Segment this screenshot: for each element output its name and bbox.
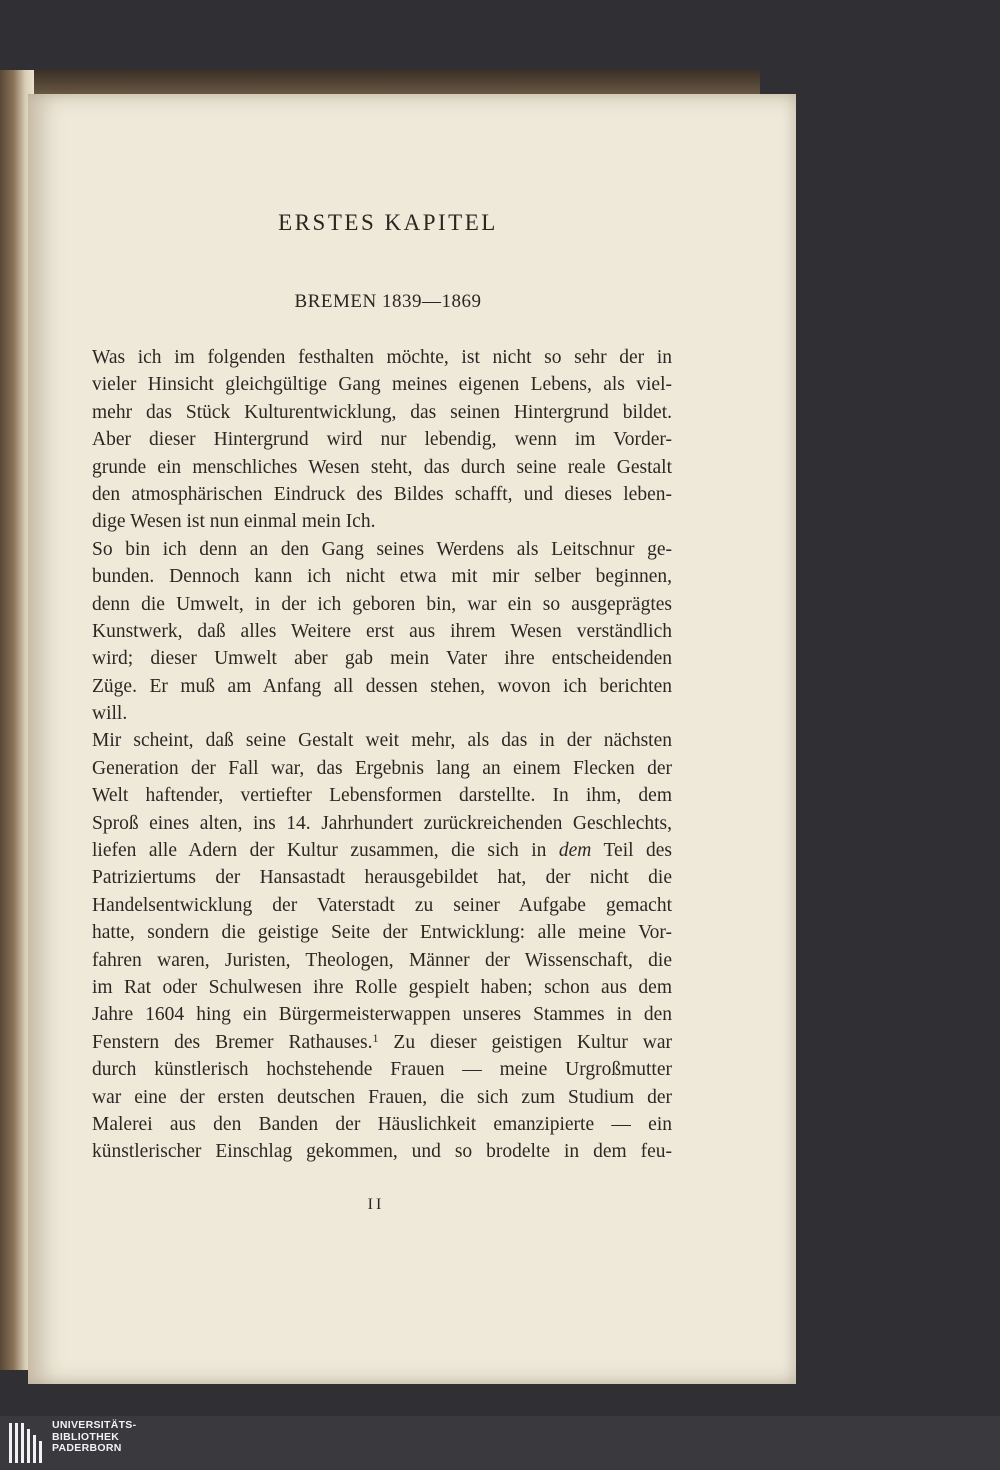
logo-line: BIBLIOTHEK: [52, 1430, 120, 1443]
section-heading: BREMEN 1839—1869: [294, 291, 482, 312]
footnote-marker: 1: [372, 1030, 379, 1045]
logo-line: UNIVERSITÄTS-: [52, 1419, 137, 1431]
text-line: Mir scheint, daß seine Gestalt weit mehr, als das in der nächsten: [92, 730, 672, 752]
page-number: II: [367, 1196, 385, 1213]
text-line: denn die Umwelt, in der ich geboren bin, war ein so ausgeprägtes: [92, 593, 672, 615]
footer-bar: [0, 1416, 1000, 1470]
chapter-heading: ERSTES KAPITEL: [278, 210, 498, 235]
text-line: dige Wesen ist nun einmal mein Ich.: [92, 511, 376, 533]
text-line: bunden. Dennoch kann ich nicht etwa mit mir selber beginnen,: [92, 566, 672, 588]
text-line: will.: [92, 703, 128, 725]
body-text: [92, 344, 672, 1166]
text-line: den atmosphärischen Eindruck des Bildes schafft, und dieses leben-: [92, 483, 672, 505]
text-line: mehr das Stück Kulturentwicklung, das seinen Hintergrund bildet.: [92, 401, 672, 423]
text-line: Kunstwerk, daß alles Weitere erst aus ihrem Wesen verständlich: [92, 620, 672, 642]
text-line: Malerei aus den Banden der Häuslichkeit emanzipierte — ein: [92, 1113, 672, 1135]
text-segment: liefen alle Adern der Kultur zusammen, die sich in: [92, 840, 559, 862]
library-logo-icon: [8, 1421, 48, 1465]
book-top-edge: [0, 70, 760, 96]
text-line: hatte, sondern die geistige Seite der Entwicklung: alle meine Vor-: [92, 922, 672, 944]
text-segment: Zu dieser geistigen Kultur war: [378, 1031, 673, 1053]
text-line: vieler Hinsicht gleichgültige Gang meines eigenen Lebens, als viel-: [92, 374, 672, 396]
text-line: durch künstlerisch hochstehende Frauen — meine Urgroßmutter: [92, 1059, 672, 1081]
logo-line: PADERBORN: [52, 1442, 122, 1454]
text-line: Handelsentwicklung der Vaterstadt zu seiner Aufgabe gemacht: [92, 894, 672, 916]
text-line: Generation der Fall war, das Ergebnis lang an einem Flecken der: [92, 757, 672, 779]
text-line: [92, 837, 672, 864]
text-segment: Teil des: [591, 840, 672, 862]
text-line: grunde ein menschliches Wesen steht, das durch seine reale Gestalt: [92, 456, 672, 478]
text-line: Was ich im folgenden festhalten möchte, ist nicht so sehr der in: [92, 347, 672, 368]
text-line: im Rat oder Schulwesen ihre Rolle gespielt haben; schon aus dem: [92, 976, 672, 998]
text-segment: Fenstern des Bremer Rathauses.: [92, 1031, 373, 1053]
text-line: Züge. Er muß am Anfang all dessen stehen, wovon ich berichten: [92, 675, 672, 697]
text-line: wird; dieser Umwelt aber gab mein Vater ihre entscheidenden: [92, 648, 672, 670]
text-line: Welt haftender, vertiefter Lebensformen darstellte. In ihm, dem: [92, 785, 672, 807]
text-line: Sproß eines alten, ins 14. Jahrhundert zurückreichenden Geschlechts,: [92, 812, 672, 834]
text-line: [92, 1029, 672, 1056]
text-line: Aber dieser Hintergrund wird nur lebendig, wenn im Vorder-: [92, 429, 672, 451]
text-line: Patriziertums der Hansastadt herausgebildet hat, der nicht die: [92, 867, 672, 889]
emphasis-word: dem: [558, 840, 592, 862]
text-line: fahren waren, Juristen, Theologen, Männer der Wissenschaft, die: [92, 949, 672, 971]
text-line: künstlerischer Einschlag gekommen, und so brodelte in dem feu-: [92, 1141, 672, 1163]
text-line: Jahre 1604 hing ein Bürgermeisterwappen unseres Stammes in den: [92, 1004, 672, 1026]
library-logo-text: [52, 1420, 136, 1455]
text-line: So bin ich denn an den Gang seines Werdens als Leitschnur ge-: [92, 538, 672, 560]
text-line: war eine der ersten deutschen Frauen, die sich zum Studium der: [92, 1086, 672, 1108]
